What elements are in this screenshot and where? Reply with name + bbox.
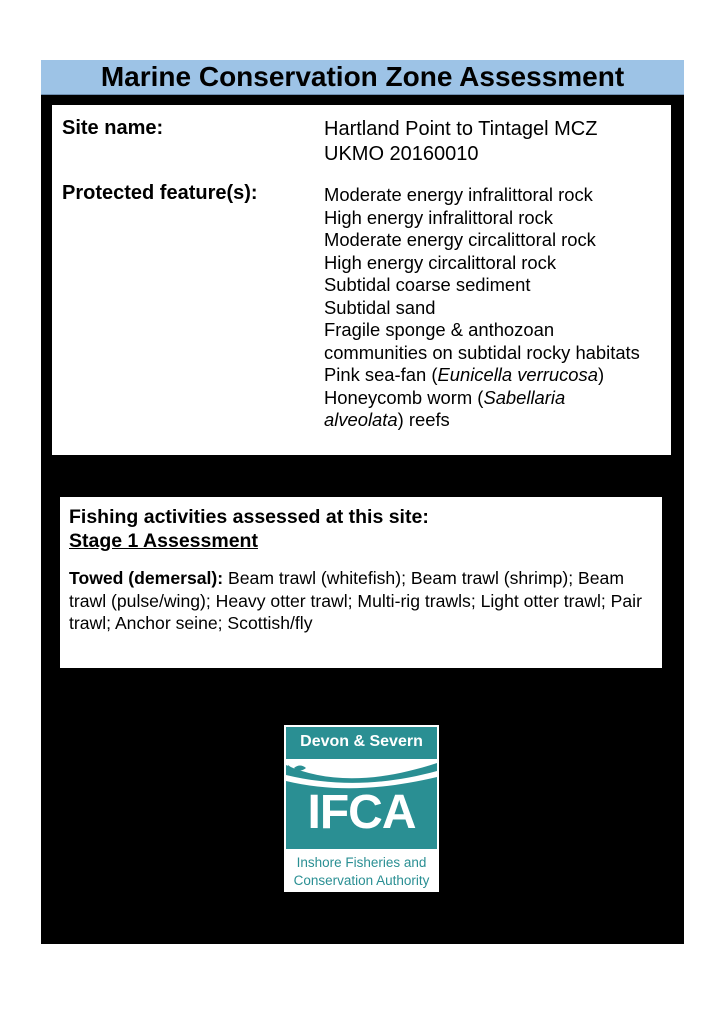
ifca-logo	[284, 725, 439, 892]
fishing-activities-box	[60, 497, 662, 668]
feature-text: ) reefs	[397, 409, 450, 430]
feature-item: Subtidal coarse sediment	[324, 274, 531, 295]
logo-subtitle-line: Conservation Authority	[293, 873, 430, 888]
scientific-name: Eunicella verrucosa	[437, 364, 598, 385]
site-name-label: Site name:	[62, 117, 164, 139]
activities-text	[69, 567, 654, 635]
logo-subtitle-line: Inshore Fisheries and	[296, 855, 427, 870]
feature-item	[324, 387, 640, 410]
logo-acronym: IFCA	[307, 786, 416, 839]
site-info-box	[52, 105, 671, 455]
feature-item: High energy infralittoral rock	[324, 206, 553, 228]
site-name-value	[324, 117, 597, 167]
towed-label: Towed (demersal):	[69, 568, 224, 588]
protected-features-label: Protected feature(s):	[62, 182, 258, 204]
logo-region-text: Devon & Severn	[300, 733, 423, 750]
feature-text: Pink sea-fan (	[324, 364, 438, 385]
feature-item: communities on subtidal rocky habitats	[324, 341, 640, 363]
feature-item: High energy circalittoral rock	[324, 251, 557, 273]
towed-gear-list: Beam trawl (whitefish); Beam trawl (shrimp); Beam trawl (pulse/wing); Heavy otter trawl; Multi-rig trawls; Light otter trawl; Pair trawl; Anchor seine; Scottish/fly	[69, 568, 642, 633]
feature-text: )	[597, 364, 605, 385]
activities-heading: Fishing activities assessed at this site:	[69, 506, 429, 528]
cover-panel	[41, 60, 684, 944]
feature-item: Subtidal sand	[324, 296, 436, 318]
protected-features-list	[324, 184, 640, 432]
feature-item	[324, 364, 640, 387]
site-name-line: Hartland Point to Tintagel MCZ	[324, 118, 598, 140]
site-code-line: UKMO 20160010	[324, 143, 479, 165]
scientific-name: alveolata	[324, 409, 398, 430]
scientific-name: Sabellaria	[483, 386, 566, 408]
feature-text: Honeycomb worm (	[324, 386, 484, 408]
feature-item	[324, 409, 640, 432]
feature-item: Moderate energy circalittoral rock	[324, 229, 596, 250]
feature-item: Moderate energy infralittoral rock	[324, 184, 593, 205]
feature-item: Fragile sponge & anthozoan	[324, 319, 555, 340]
stage-heading: Stage 1 Assessment	[69, 530, 258, 552]
page-title: Marine Conservation Zone Assessment	[41, 60, 684, 95]
